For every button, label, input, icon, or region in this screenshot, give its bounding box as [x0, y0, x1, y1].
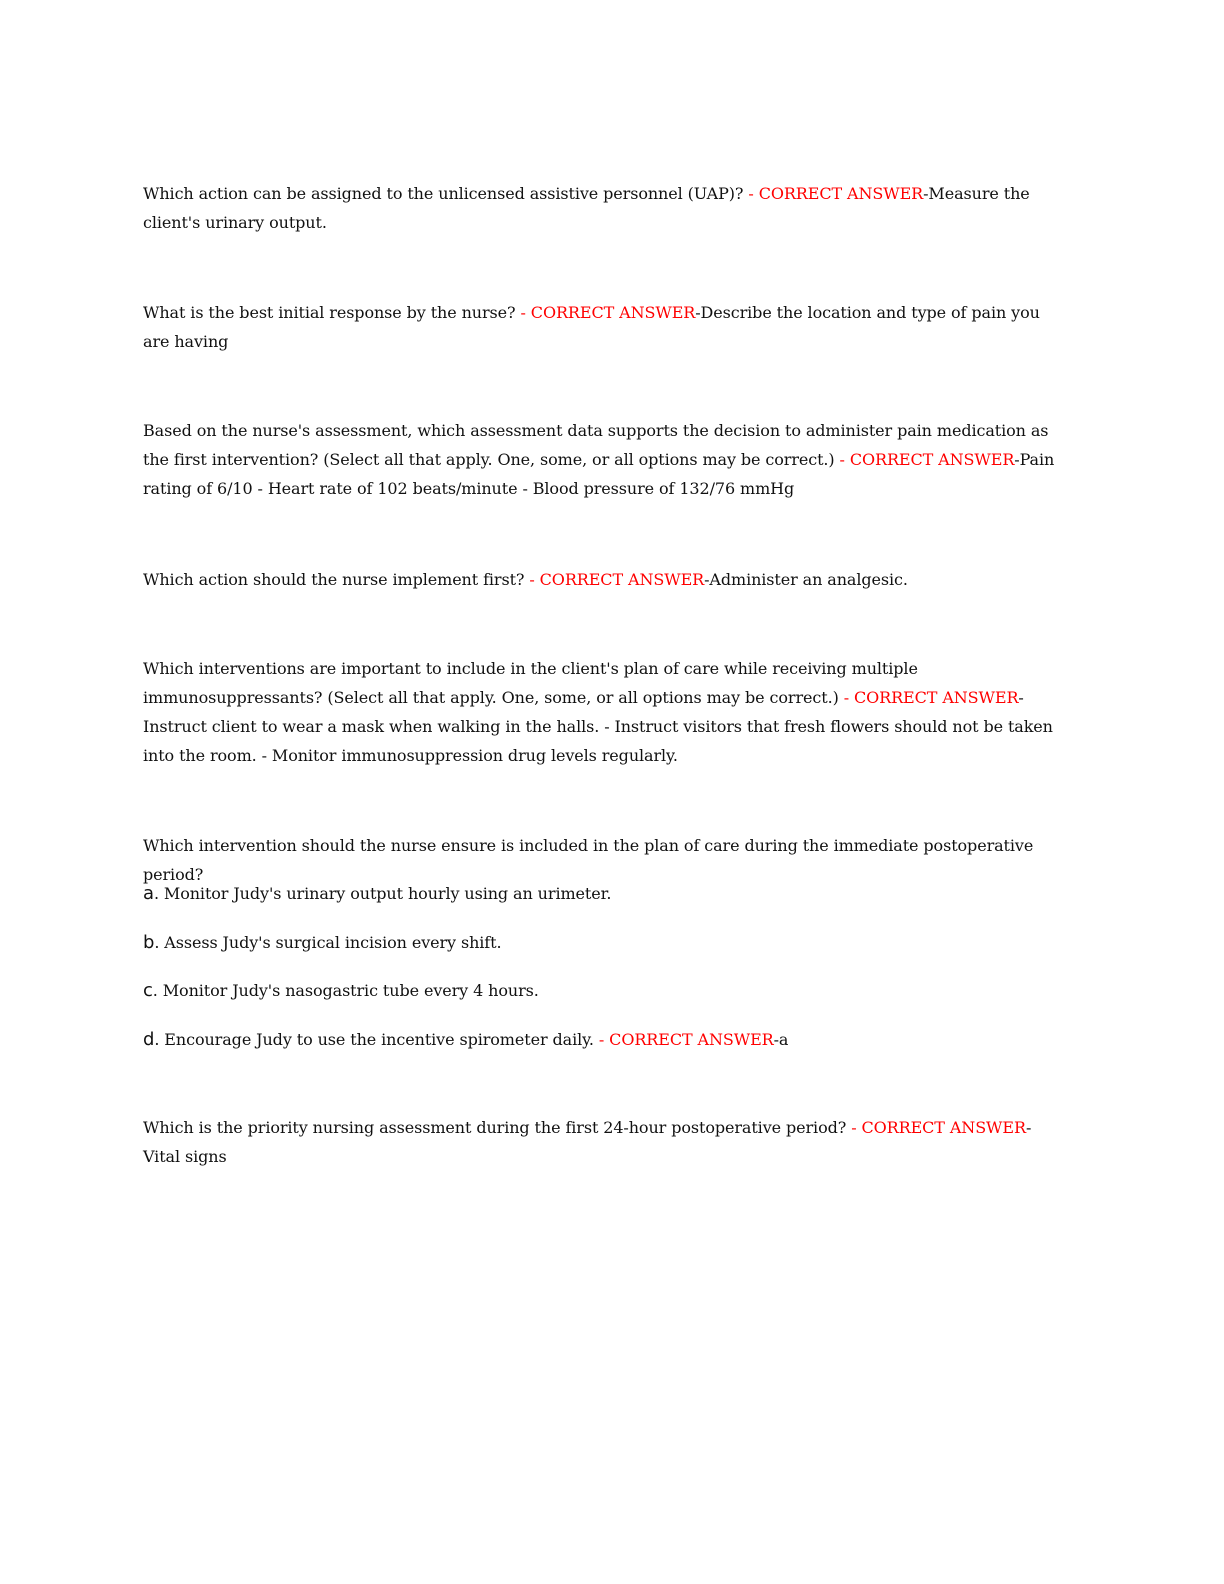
question-text: Which action can be assigned to the unlicensed assistive personnel (UAP)?: [143, 184, 744, 203]
correct-answer-marker: - CORRECT ANSWER: [593, 1030, 774, 1049]
answer-text: - Vital signs: [143, 1118, 1032, 1166]
option-letter: d: [143, 1029, 155, 1050]
option-letter: a: [143, 883, 154, 904]
answer-text: -Describe the location and type of pain you are having: [143, 303, 1040, 351]
option-a: [143, 879, 1063, 908]
correct-answer-marker: - CORRECT ANSWER: [838, 688, 1019, 707]
qa-item-3: [143, 416, 1063, 503]
option-text: . Assess Judy's surgical incision every shift.: [154, 933, 502, 952]
option-d: [143, 1025, 1063, 1054]
qa-item-4: [143, 565, 1063, 594]
option-b: [143, 928, 1063, 957]
question-text: Which interventions are important to include in the client's plan of care while receiving multiple immunosuppressants? (Select all that apply. One, some, or all options may be correct.): [143, 659, 918, 707]
correct-answer-marker: - CORRECT ANSWER: [524, 570, 705, 589]
qa-item-5: [143, 654, 1063, 770]
answer-text: -Pain rating of 6/10 - Heart rate of 102 beats/minute - Blood pressure of 132/76 mmHg: [143, 450, 1055, 498]
correct-answer-marker: - CORRECT ANSWER: [834, 450, 1015, 469]
correct-answer-marker: - CORRECT ANSWER: [743, 184, 924, 203]
question-text: Based on the nurse's assessment, which assessment data supports the decision to administer pain medication as the first intervention? (Select all that apply. One, some, or all options may be correct.): [143, 421, 1049, 469]
answer-text: -Measure the client's urinary output.: [143, 184, 1030, 232]
option-letter: b: [143, 932, 155, 953]
question-text: Which action should the nurse implement first?: [143, 570, 525, 589]
question-text: Which is the priority nursing assessment during the first 24-hour postoperative period?: [143, 1118, 847, 1137]
qa-item-7: [143, 1113, 1063, 1171]
question-text: What is the best initial response by the nurse?: [143, 303, 516, 322]
option-c: [143, 976, 1063, 1005]
option-letter: c: [143, 980, 153, 1001]
correct-answer-marker: - CORRECT ANSWER: [515, 303, 696, 322]
question-text: Which intervention should the nurse ensure is included in the plan of care during the immediate postoperative period?: [143, 836, 1034, 884]
option-text: . Encourage Judy to use the incentive spirometer daily.: [154, 1030, 594, 1049]
answer-text: -Administer an analgesic.: [704, 570, 908, 589]
option-text: . Monitor Judy's nasogastric tube every 4 hours.: [152, 981, 539, 1000]
answer-text: -a: [773, 1030, 789, 1049]
option-text: . Monitor Judy's urinary output hourly using an urimeter.: [153, 884, 612, 903]
qa-item-1: [143, 179, 1063, 237]
qa-item-2: [143, 298, 1063, 356]
answer-text: -Instruct client to wear a mask when walking in the halls. - Instruct visitors that fresh flowers should not be taken into the room. - Monitor immunosuppression drug levels regularly.: [143, 688, 1053, 765]
correct-answer-marker: - CORRECT ANSWER: [846, 1118, 1026, 1137]
